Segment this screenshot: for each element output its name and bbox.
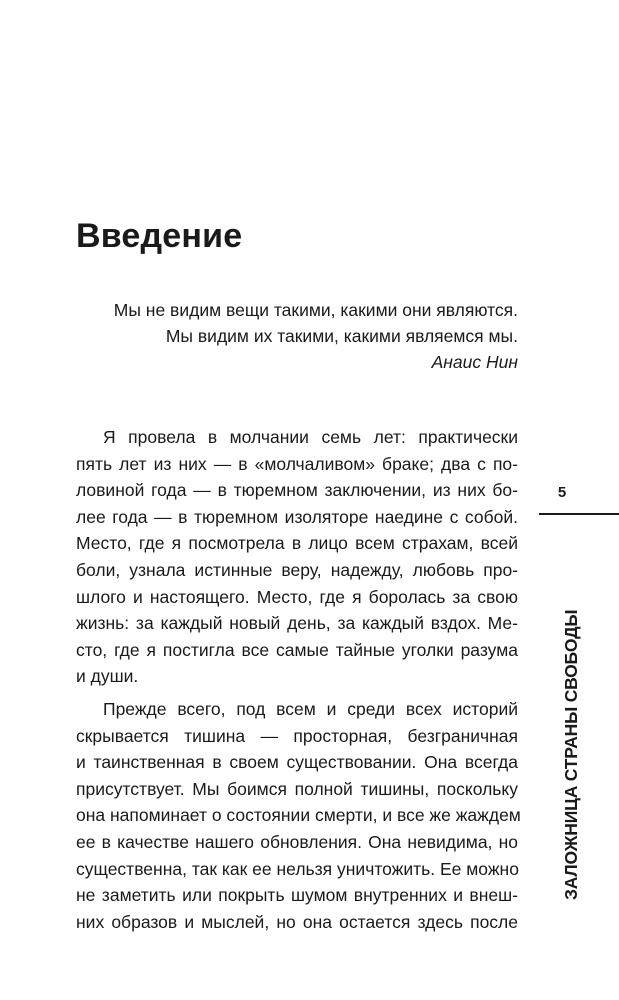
paragraph-line: лее года — в тюремном изоляторе наедине с собой.: [76, 506, 518, 527]
body-text: [76, 424, 521, 935]
paragraph-line: ее в качестве нашего обновления. Она невидима, но: [76, 831, 518, 852]
paragraph-line: них образов и мыслей, но она остается здесь после: [76, 911, 518, 932]
paragraph-line: не заметить или покрыть шумом внутренних и внеш-: [76, 885, 518, 906]
paragraph-line: пять лет из них — в «молчаливом» браке; два с по-: [76, 453, 518, 474]
running-title: ЗАЛОЖНИЦА СТРАНЫ СВОБОДЫ: [561, 609, 581, 900]
paragraph-line: Прежде всего, под всем и среди всех историй: [103, 698, 518, 719]
paragraph-line: сто, где я постигла все самые тайные уголки разума: [76, 639, 518, 660]
paragraph-line: она напоминает о состоянии смерти, и все же жаждем: [76, 805, 521, 826]
epigraph: [58, 297, 518, 375]
paragraph-line: Место, где я посмотрела в лицо всем страхам, всей: [76, 533, 518, 554]
margin-divider: [539, 513, 619, 515]
chapter-title: Введение: [76, 217, 243, 255]
paragraph-line: боли, узнала истинные веру, надежду, любовь про-: [76, 559, 518, 580]
page-number: 5: [557, 484, 567, 501]
epigraph-line: Мы не видим вещи такими, какими они являются.: [113, 300, 518, 320]
paragraph-line: жизнь: за каждый новый день, за каждый вздох. Ме-: [76, 613, 518, 634]
paragraph-line: и души.: [76, 666, 139, 687]
paragraph-line: и таинственная в своем существовании. Она всегда: [76, 752, 518, 773]
paragraph-line: существенна, так как ее нельзя уничтожить. Ее можно: [76, 858, 519, 879]
paragraph-line: шлого и настоящего. Место, где я боролась за свою: [76, 586, 518, 607]
paragraph-line: ловиной года — в тюремном заключении, из них бо-: [76, 480, 518, 501]
paragraph-line: Я провела в молчании семь лет: практически: [103, 427, 518, 447]
epigraph-author: Анаис Нин: [431, 352, 518, 372]
paragraph-line: скрывается тишина — просторная, безграничная: [76, 725, 518, 746]
epigraph-line: Мы видим их такими, какими являемся мы.: [165, 326, 518, 346]
paragraph-line: присутствует. Мы боимся полной тишины, поскольку: [76, 778, 518, 799]
